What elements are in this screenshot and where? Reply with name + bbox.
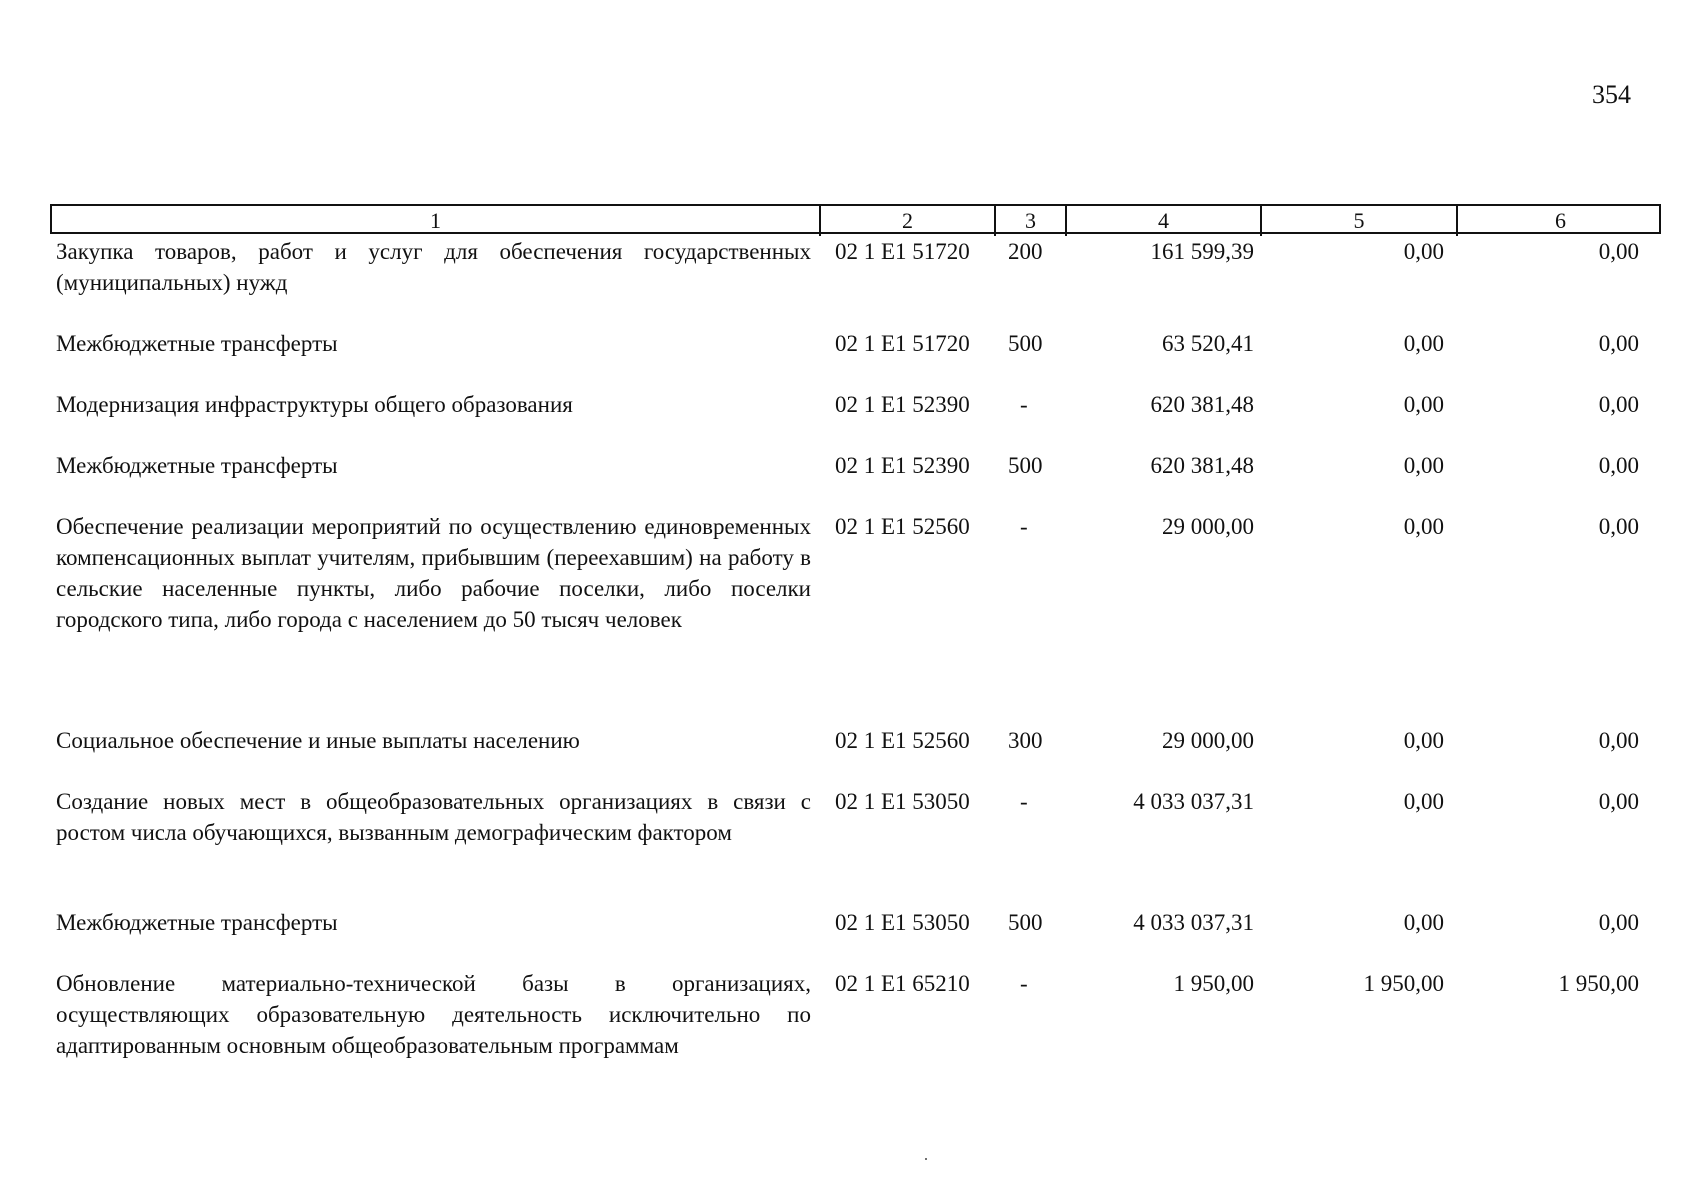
row-value-4: 620 381,48	[1150, 453, 1254, 478]
row-code: 02 1 E1 65210	[835, 971, 970, 996]
row-name: Создание новых мест в общеобразовательных организациях в связи с ростом числа обучающихся, вызванным демографическим фактором	[56, 789, 811, 845]
row-value-4: 161 599,39	[1150, 239, 1254, 264]
row-value-5: 0,00	[1403, 910, 1444, 935]
row-code: 02 1 E1 52390	[835, 392, 970, 417]
row-kind: 300	[1008, 728, 1043, 753]
row-value-6: 0,00	[1598, 392, 1639, 417]
table-row	[50, 450, 1661, 481]
table-row	[50, 725, 1661, 756]
row-value-6: 0,00	[1598, 910, 1639, 935]
row-value-5: 0,00	[1403, 331, 1444, 356]
row-kind: -	[1020, 971, 1028, 996]
header-col-5: 5	[1260, 206, 1456, 236]
row-value-5: 0,00	[1403, 239, 1444, 264]
row-name: Модернизация инфраструктуры общего образования	[56, 392, 573, 417]
row-name: Обновление материально-технической базы в организациях, осуществляющих образовательную деятельность исключительно по адаптированным основным общеобразовательным программам	[56, 971, 811, 1058]
row-name: Обеспечение реализации мероприятий по осуществлению единовременных компенсационных выплат учителям, прибывшим (переехавшим) на работу в сельские населенные пункты, либо рабочие поселки, либо поселки городского типа, либо города с населением до 50 тысяч человек	[56, 514, 811, 632]
row-name: Социальное обеспечение и иные выплаты населению	[56, 728, 580, 753]
row-value-5: 0,00	[1403, 514, 1444, 539]
row-code: 02 1 E1 52390	[835, 453, 970, 478]
row-code: 02 1 E1 53050	[835, 789, 970, 814]
row-name: Межбюджетные трансферты	[56, 910, 338, 935]
table-row	[50, 389, 1661, 420]
row-value-5: 0,00	[1403, 453, 1444, 478]
header-col-1: 1	[430, 208, 441, 233]
row-code: 02 1 E1 51720	[835, 239, 970, 264]
row-value-6: 0,00	[1598, 514, 1639, 539]
page-number: 354	[1592, 80, 1631, 109]
row-value-6: 0,00	[1598, 453, 1639, 478]
row-code: 02 1 E1 53050	[835, 910, 970, 935]
row-value-6: 0,00	[1598, 728, 1639, 753]
header-col-6: 6	[1456, 206, 1663, 236]
header-col-3: 3	[994, 206, 1065, 236]
row-value-4: 29 000,00	[1162, 728, 1254, 753]
row-value-5: 1 950,00	[1363, 971, 1444, 996]
row-code: 02 1 E1 52560	[835, 514, 970, 539]
table-row	[50, 236, 1661, 298]
row-kind: 500	[1008, 910, 1043, 935]
row-kind: -	[1020, 392, 1028, 417]
row-value-4: 4 033 037,31	[1133, 789, 1254, 814]
row-value-4: 4 033 037,31	[1133, 910, 1254, 935]
header-col-2: 2	[819, 206, 994, 236]
scan-speck	[925, 1158, 927, 1160]
row-value-6: 0,00	[1598, 789, 1639, 814]
row-value-4: 29 000,00	[1162, 514, 1254, 539]
row-value-5: 0,00	[1403, 728, 1444, 753]
table-row	[50, 511, 1661, 635]
row-code: 02 1 E1 52560	[835, 728, 970, 753]
row-value-5: 0,00	[1403, 789, 1444, 814]
budget-table	[50, 204, 1661, 1058]
row-name: Межбюджетные трансферты	[56, 453, 338, 478]
row-value-4: 620 381,48	[1150, 392, 1254, 417]
header-col-4: 4	[1065, 206, 1260, 236]
row-value-5: 0,00	[1403, 392, 1444, 417]
table-row	[50, 968, 1661, 1061]
row-kind: 500	[1008, 331, 1043, 356]
row-code: 02 1 E1 51720	[835, 331, 970, 356]
row-value-4: 63 520,41	[1162, 331, 1254, 356]
table-header	[50, 204, 1661, 234]
row-kind: 500	[1008, 453, 1043, 478]
row-value-6: 0,00	[1598, 239, 1639, 264]
row-value-4: 1 950,00	[1173, 971, 1254, 996]
table-row	[50, 786, 1661, 848]
row-value-6: 1 950,00	[1558, 971, 1639, 996]
row-name: Закупка товаров, работ и услуг для обеспечения государственных (муниципальных) нужд	[56, 239, 811, 295]
row-name: Межбюджетные трансферты	[56, 331, 338, 356]
row-kind: -	[1020, 789, 1028, 814]
row-kind: 200	[1008, 239, 1043, 264]
table-row	[50, 907, 1661, 938]
row-value-6: 0,00	[1598, 331, 1639, 356]
row-kind: -	[1020, 514, 1028, 539]
table-row	[50, 328, 1661, 359]
